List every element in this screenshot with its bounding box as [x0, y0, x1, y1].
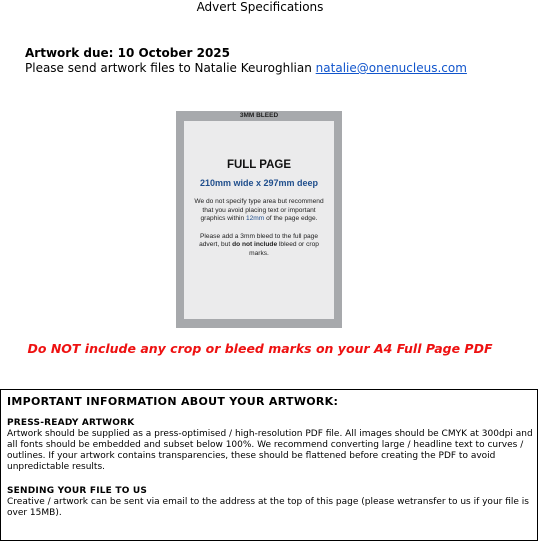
document-title: Advert Specifications	[196, 0, 324, 14]
spec-bleed-part: lbleed or crop marks.	[249, 241, 319, 257]
artwork-due-line: Artwork due: 10 October 2025	[25, 46, 230, 60]
artwork-due-block	[25, 46, 467, 76]
info-title: IMPORTANT INFORMATION ABOUT YOUR ARTWORK:	[7, 395, 339, 408]
press-ready-section	[7, 418, 533, 473]
section-heading: SENDING YOUR FILE TO US	[7, 486, 148, 496]
spec-bleed-emphasis: do not include	[232, 241, 278, 248]
bleed-label: 3MM BLEED	[239, 112, 279, 119]
crop-marks-warning: Do NOT include any crop or bleed marks on your A4 Full Page PDF	[27, 341, 493, 356]
spec-bleed-part: Please add a 3mm bleed to the full page advert, but	[199, 232, 319, 248]
spec-note-part: We do not specify type area but recommend that you avoid placing text or important graphics within	[194, 198, 324, 222]
email-link[interactable]: natalie@onenucleus.com	[315, 61, 467, 75]
section-heading: PRESS-READY ARTWORK	[7, 418, 135, 428]
sending-file-section	[7, 486, 533, 519]
spec-type-area-note	[191, 198, 327, 224]
spec-size: 210mm wide x 297mm deep	[199, 178, 319, 188]
spec-note-part: of the page edge.	[264, 215, 318, 222]
full-page-spec-graphic	[176, 111, 342, 328]
spec-note-margin: 12mm	[245, 215, 265, 222]
spec-bleed-note	[191, 233, 327, 259]
send-instructions	[25, 61, 467, 76]
trim-area	[184, 121, 334, 319]
spec-heading: FULL PAGE	[226, 159, 292, 171]
section-body: Artwork should be supplied as a press-optimised / high-resolution PDF file. All images should be CMYK at 300dpi and all fonts should be embedded and subset below 100%. We recommend converting large / headline text to curves / outlines. If your artwork contains transparencies, these should be flattened before creating the PDF to avoid unpredictable results.	[7, 429, 533, 472]
section-body: Creative / artwork can be sent via email to the address at the top of this page (please wetransfer to us if your file is over 15MB).	[7, 497, 529, 518]
artwork-info-box	[0, 389, 538, 541]
send-text: Please send artwork files to Natalie Keuroghlian	[25, 61, 316, 75]
